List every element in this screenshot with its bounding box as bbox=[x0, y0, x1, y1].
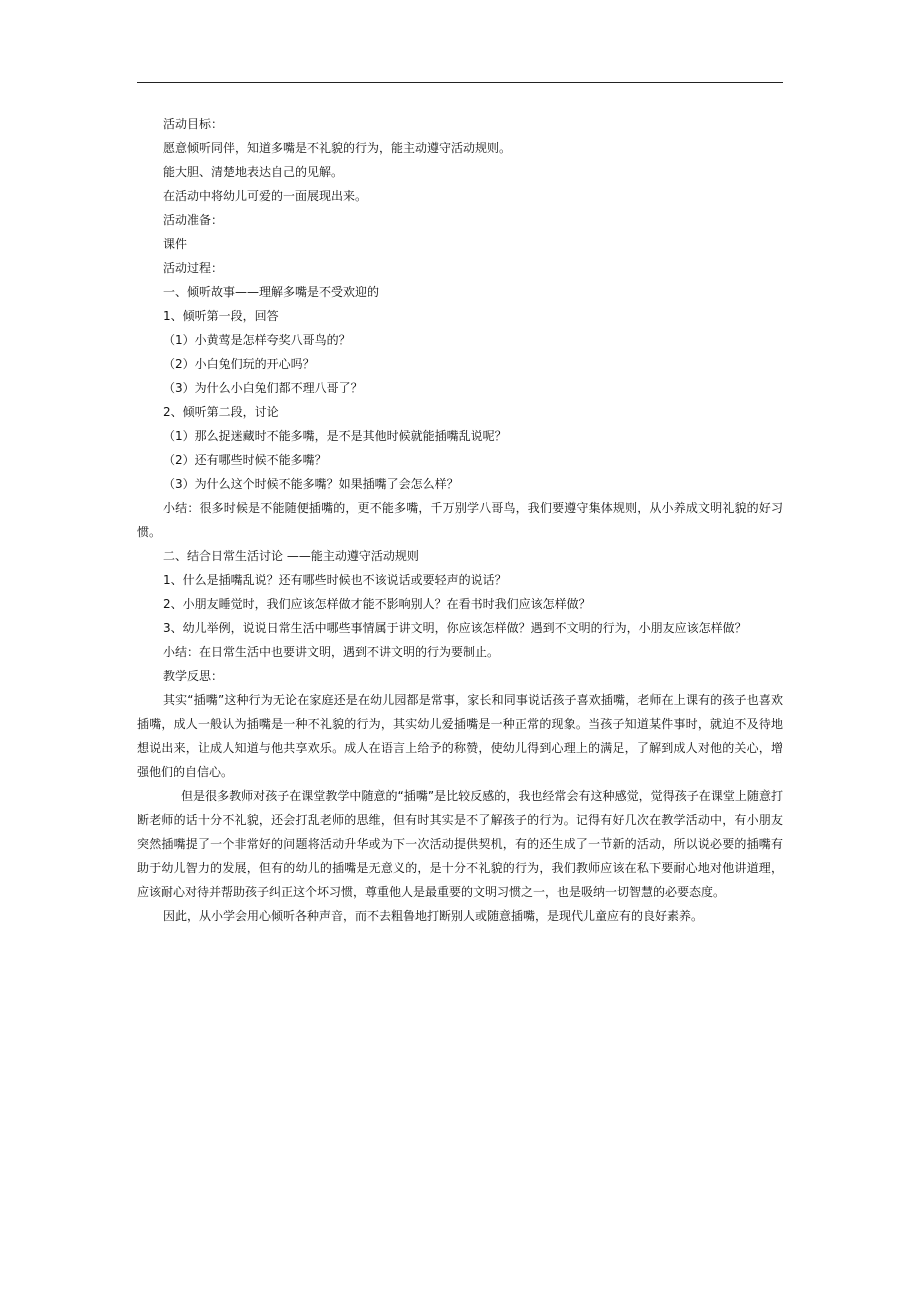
header-rule bbox=[137, 82, 783, 83]
question-item: （2）还有哪些时候不能多嘴？ bbox=[163, 453, 327, 467]
heading-process: 活动过程： bbox=[163, 261, 224, 275]
goal-item: 能大胆、清楚地表达自己的见解。 bbox=[163, 165, 344, 179]
step-item: 1、倾听第一段，回答 bbox=[163, 309, 279, 323]
summary-paragraph: 小结：很多时候是不能随便插嘴的，更不能多嘴，千万别学八哥鸟，我们要遵守集体规则，从小养成文明礼貌的好习惯。 bbox=[137, 501, 783, 539]
step-item: 2、小朋友睡觉时，我们应该怎样做才能不影响别人？在看书时我们应该怎样做？ bbox=[163, 597, 591, 611]
step-item: 1、什么是插嘴乱说？还有哪些时候也不该说话或要轻声的说话？ bbox=[163, 573, 507, 587]
step-item: 3、幼儿举例，说说日常生活中哪些事情属于讲文明，你应该怎样做？遇到不文明的行为，小朋友应该怎样做？ bbox=[163, 621, 747, 635]
heading-preparation: 活动准备： bbox=[163, 213, 224, 227]
conclusion-line: 因此，从小学会用心倾听各种声音，而不去粗鲁地打断别人或随意插嘴，是现代儿童应有的良好素养。 bbox=[163, 909, 704, 923]
goal-item: 愿意倾听同伴，知道多嘴是不礼貌的行为，能主动遵守活动规则。 bbox=[163, 141, 512, 155]
heading-reflection: 教学反思： bbox=[163, 669, 224, 683]
section-heading: 一、倾听故事——理解多嘴是不受欢迎的 bbox=[163, 285, 380, 299]
question-item: （3）为什么小白兔们都不理八哥了？ bbox=[163, 381, 363, 395]
section-heading: 二、结合日常生活讨论 ——能主动遵守活动规则 bbox=[163, 549, 419, 563]
goal-item: 在活动中将幼儿可爱的一面展现出来。 bbox=[163, 189, 368, 203]
question-item: （1）小黄莺是怎样夸奖八哥鸟的？ bbox=[163, 333, 351, 347]
heading-goals: 活动目标： bbox=[163, 117, 224, 131]
document-body bbox=[137, 112, 783, 928]
reflection-paragraph: 其实“插嘴”这种行为无论在家庭还是在幼儿园都是常事，家长和同事说话孩子喜欢插嘴，老师在上课有的孩子也喜欢插嘴，成人一般认为插嘴是一种不礼貌的行为，其实幼儿爱插嘴是一种正常的现象。当孩子知道某件事时，就迫不及待地想说出来，让成人知道与他共享欢乐。成人在语言上给予的称赞，使幼儿得到心理上的满足，了解到成人对他的关心，增强他们的自信心。 bbox=[137, 693, 783, 779]
question-item: （1）那么捉迷藏时不能多嘴，是不是其他时候就能插嘴乱说呢？ bbox=[163, 429, 507, 443]
summary-line: 小结：在日常生活中也要讲文明，遇到不讲文明的行为要制止。 bbox=[163, 645, 500, 659]
question-item: （3）为什么这个时候不能多嘴？如果插嘴了会怎么样？ bbox=[163, 477, 459, 491]
question-item: （2）小白兔们玩的开心吗？ bbox=[163, 357, 315, 371]
reflection-paragraph: 但是很多教师对孩子在课堂教学中随意的“插嘴”是比较反感的，我也经常会有这种感觉，觉得孩子在课堂上随意打断老师的话十分不礼貌，还会打乱老师的思维，但有时其实是不了解孩子的行为。记得有好几次在教学活动中，有小朋友突然插嘴提了一个非常好的问题将活动升华或为下一次活动提供契机，有的还生成了一节新的活动，所以说必要的插嘴有助于幼儿智力的发展，但有的幼儿的插嘴是无意义的，是十分不礼貌的行为，我们教师应该在私下要耐心地对他讲道理，应该耐心对待并帮助孩子纠正这个坏习惯，尊重他人是最重要的文明习惯之一，也是吸纳一切智慧的必要态度。 bbox=[137, 789, 783, 899]
preparation-item: 课件 bbox=[163, 237, 188, 251]
step-item: 2、倾听第二段，讨论 bbox=[163, 405, 279, 419]
